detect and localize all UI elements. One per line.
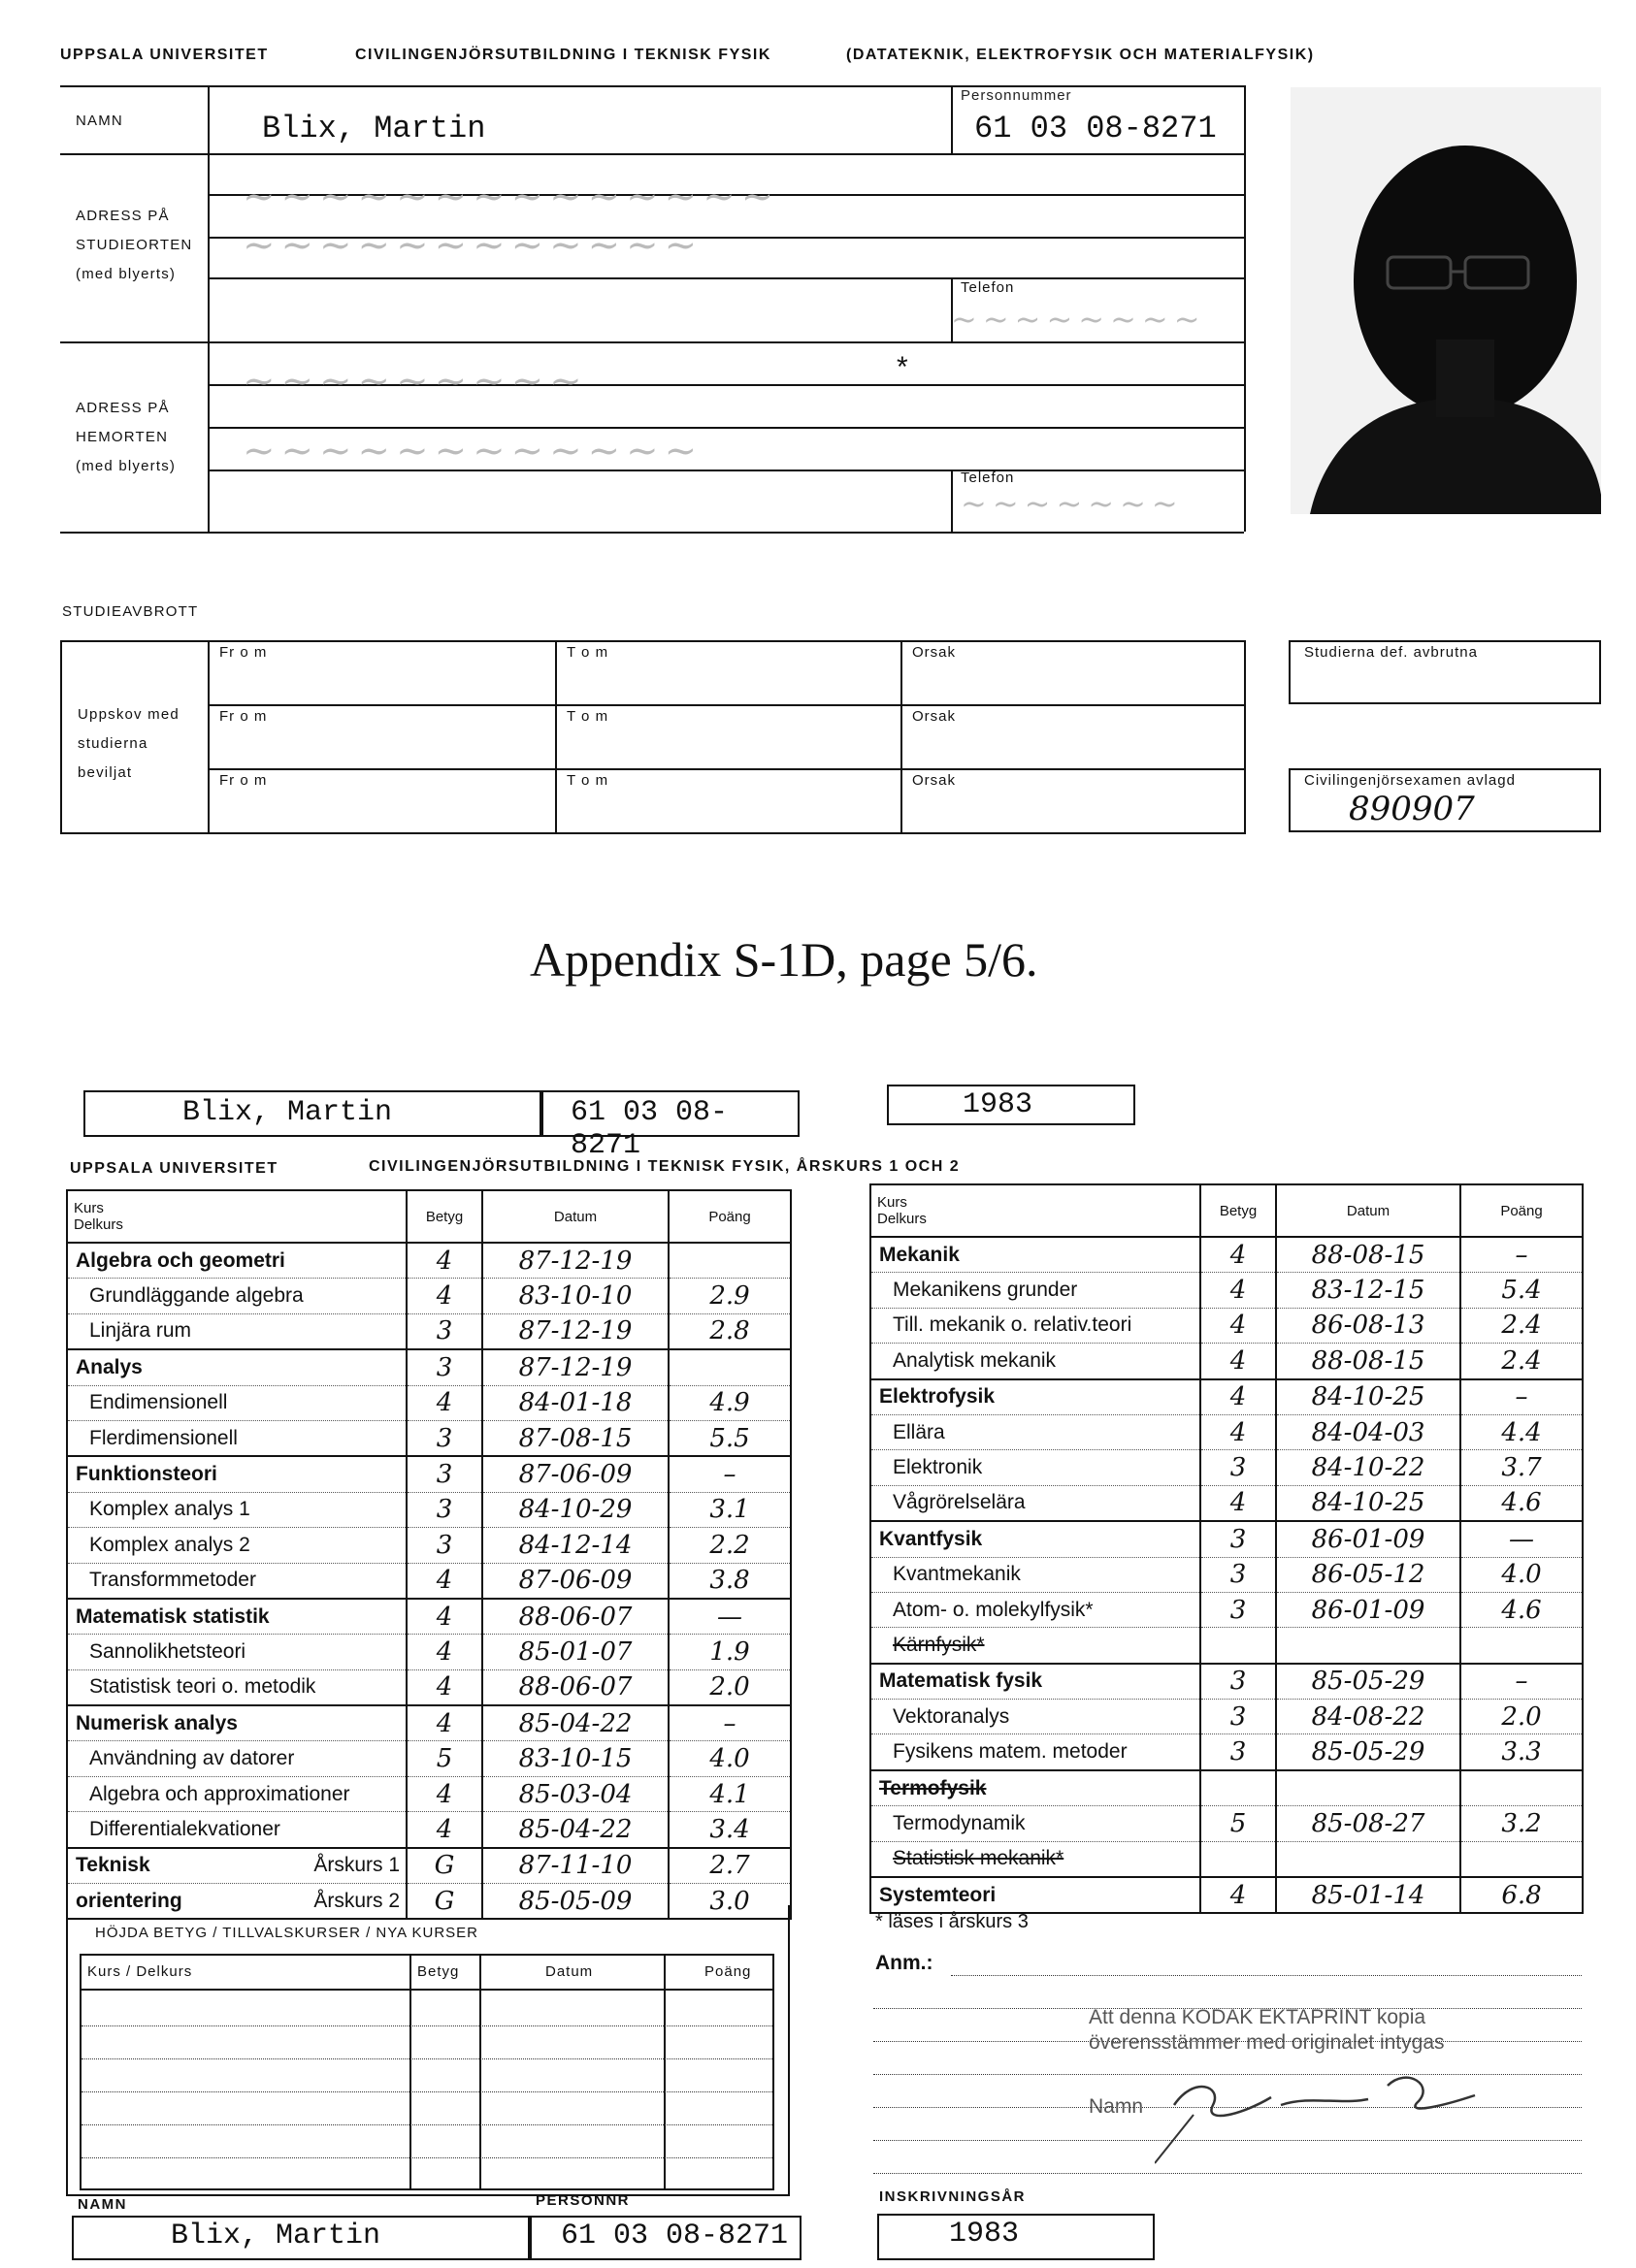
course-points: 3.0 (669, 1884, 791, 1920)
course-grade: 4 (1200, 1379, 1276, 1415)
address-study-scribble: ~~~~~~~~~~~~~~ (243, 175, 780, 219)
right-course-row (870, 1414, 1583, 1449)
course-points: – (1460, 1237, 1583, 1273)
course-grade: 4 (407, 1599, 482, 1635)
course-points: 3.3 (1460, 1734, 1583, 1770)
course-date: 83-10-15 (482, 1741, 669, 1776)
course-name: Fysikens matem. metoder (870, 1734, 1200, 1770)
course-name: Endimensionell (67, 1385, 407, 1420)
right-course-row (870, 1841, 1583, 1877)
course-name: Statistisk mekanik* (870, 1841, 1200, 1877)
course-grade: 4 (1200, 1308, 1276, 1343)
second-year-value: 1983 (963, 1088, 1033, 1121)
course-points: — (1460, 1521, 1583, 1557)
course-points: 4.1 (669, 1776, 791, 1811)
course-date: 88-06-07 (482, 1599, 669, 1635)
right-course-row (870, 1628, 1583, 1664)
left-course-row (67, 1563, 791, 1599)
course-date: 87-08-15 (482, 1420, 669, 1456)
second-personnummer-box (540, 1090, 800, 1162)
course-name: Matematisk statistik (67, 1599, 407, 1635)
right-course-row (870, 1557, 1583, 1592)
course-points (669, 1243, 791, 1279)
extra-col-kurs: Kurs / Delkurs (87, 1963, 193, 1980)
course-name: Systemteori (870, 1877, 1200, 1913)
left-course-row (67, 1776, 791, 1811)
second-university-heading: UPPSALA UNIVERSITET (70, 1160, 278, 1177)
right-course-row (870, 1344, 1583, 1379)
course-points: 3.1 (669, 1492, 791, 1527)
footer-year-label: INSKRIVNINGSÅR (879, 2188, 1027, 2205)
course-points: 4.0 (1460, 1557, 1583, 1592)
course-points: 3.7 (1460, 1450, 1583, 1485)
second-name-box (83, 1090, 543, 1137)
left-course-row (67, 1705, 791, 1741)
course-points: 2.4 (1460, 1344, 1583, 1379)
course-points: 5.4 (1460, 1273, 1583, 1308)
right-grade-table (869, 1183, 1584, 1914)
right-course-row (870, 1379, 1583, 1415)
right-course-row (870, 1273, 1583, 1308)
course-points: 5.5 (669, 1420, 791, 1456)
orsak-label-2: Orsak (912, 708, 957, 725)
course-grade: 3 (1200, 1664, 1276, 1700)
orsak-label-1: Orsak (912, 644, 957, 661)
course-date: 85-01-14 (1276, 1877, 1460, 1913)
course-points: 3.2 (1460, 1806, 1583, 1841)
course-grade: 3 (407, 1456, 482, 1492)
course-name: Termodynamik (870, 1806, 1200, 1841)
studieavbrott-title: STUDIEAVBROTT (62, 603, 199, 620)
course-name: Algebra och geometri (67, 1243, 407, 1279)
left-course-row (67, 1492, 791, 1527)
right-course-row (870, 1237, 1583, 1273)
course-grade: 4 (407, 1812, 482, 1848)
course-name: Analytisk mekanik (870, 1344, 1200, 1379)
footer-name-value: Blix, Martin (171, 2219, 381, 2252)
course-points: – (669, 1705, 791, 1741)
course-grade: 3 (407, 1313, 482, 1349)
course-name: Statistisk teori o. metodik (67, 1669, 407, 1705)
right-course-row (870, 1734, 1583, 1770)
course-date: 85-04-22 (482, 1812, 669, 1848)
address-study-label: ADRESS PÅ STUDIEORTEN (med blyerts) (76, 208, 193, 282)
signature (1155, 2066, 1523, 2173)
personnummer-value: 61 03 08-8271 (974, 111, 1217, 146)
course-grade: 5 (1200, 1806, 1276, 1841)
course-points: 1.9 (669, 1635, 791, 1669)
course-grade: 4 (407, 1635, 482, 1669)
course-name: Linjära rum (67, 1313, 407, 1349)
course-grade: G (407, 1848, 482, 1884)
course-name: Flerdimensionell (67, 1420, 407, 1456)
telefon-scribble-1: ~~~~~~~~ (951, 301, 1206, 338)
course-name: Elektrofysik (870, 1379, 1200, 1415)
course-date: 86-01-09 (1276, 1592, 1460, 1627)
course-date: 85-05-29 (1276, 1734, 1460, 1770)
address-home-scribble-2: ~~~~~~~~~~~~ (243, 429, 703, 473)
course-name: Funktionsteori (67, 1456, 407, 1492)
course-points: — (669, 1599, 791, 1635)
left-course-row (67, 1848, 791, 1884)
course-name: Numerisk analys (67, 1705, 407, 1741)
course-grade: 4 (1200, 1237, 1276, 1273)
course-name: Till. mekanik o. relativ.teori (870, 1308, 1200, 1343)
course-date: 86-05-12 (1276, 1557, 1460, 1592)
course-date: 85-05-29 (1276, 1664, 1460, 1700)
from-label-1: Fr o m (219, 644, 268, 661)
course-points: 2.7 (669, 1848, 791, 1884)
course-date: 83-12-15 (1276, 1273, 1460, 1308)
col-kurs-r: Kurs (877, 1194, 907, 1211)
course-date: 87-06-09 (482, 1563, 669, 1599)
course-grade: 3 (1200, 1592, 1276, 1627)
from-label-3: Fr o m (219, 772, 268, 789)
course-name: Grundläggande algebra (67, 1279, 407, 1313)
course-date: 88-08-15 (1276, 1344, 1460, 1379)
course-points (1460, 1628, 1583, 1664)
course-points: 6.8 (1460, 1877, 1583, 1913)
course-points: 3.4 (669, 1812, 791, 1848)
course-name: Mekanik (870, 1237, 1200, 1273)
course-grade (1200, 1628, 1276, 1664)
course-points: 2.9 (669, 1279, 791, 1313)
def-avbrutna-box (1289, 640, 1601, 704)
course-date: 85-03-04 (482, 1776, 669, 1811)
footer-year-value: 1983 (949, 2218, 1020, 2251)
course-date: 85-01-07 (482, 1635, 669, 1669)
tom-label-3: T o m (567, 772, 609, 789)
right-course-row (870, 1877, 1583, 1913)
col-poang: Poäng (669, 1190, 791, 1243)
course-grade (1200, 1841, 1276, 1877)
course-grade: 3 (1200, 1521, 1276, 1557)
arskurs-label: Årskurs 2 (313, 1889, 400, 1912)
course-points (1460, 1841, 1583, 1877)
course-name: Ellära (870, 1414, 1200, 1449)
col-poang-r: Poäng (1460, 1184, 1583, 1237)
course-points: 2.0 (1460, 1700, 1583, 1734)
course-grade: 3 (407, 1528, 482, 1563)
course-grade: G (407, 1884, 482, 1920)
right-course-row (870, 1308, 1583, 1343)
course-grade: 5 (407, 1741, 482, 1776)
col-delkurs: Delkurs (74, 1216, 123, 1233)
course-points: 4.6 (1460, 1592, 1583, 1627)
course-name: Vektoranalys (870, 1700, 1200, 1734)
course-date: 87-06-09 (482, 1456, 669, 1492)
course-grade: 4 (1200, 1273, 1276, 1308)
course-date: 88-06-07 (482, 1669, 669, 1705)
course-grade: 3 (407, 1420, 482, 1456)
course-name: Termofysik (870, 1770, 1200, 1806)
course-grade: 3 (1200, 1734, 1276, 1770)
telefon-scribble-2: ~~~~~~~ (961, 485, 1184, 522)
col-delkurs-r: Delkurs (877, 1211, 927, 1227)
course-grade: 4 (1200, 1877, 1276, 1913)
footnote: * läses i årskurs 3 (875, 1911, 1029, 1932)
address-home-label: ADRESS PÅ HEMORTEN (med blyerts) (76, 400, 177, 474)
name-value: Blix, Martin (262, 111, 486, 146)
appendix-caption: Appendix S-1D, page 5/6. (530, 932, 1038, 987)
course-date: 84-12-14 (482, 1528, 669, 1563)
left-course-row (67, 1456, 791, 1492)
course-points (1460, 1770, 1583, 1806)
course-name: Algebra och approximationer (67, 1776, 407, 1811)
left-course-row (67, 1349, 791, 1385)
name-label: NAMN (76, 113, 123, 129)
address-study-scribble-2: ~~~~~~~~~~~~ (243, 223, 703, 268)
left-course-row (67, 1669, 791, 1705)
course-points: 2.2 (669, 1528, 791, 1563)
course-points: 4.4 (1460, 1414, 1583, 1449)
uppskov-label: Uppskov med studierna beviljat (78, 706, 180, 781)
course-name: Elektronik (870, 1450, 1200, 1485)
course-date: 84-01-18 (482, 1385, 669, 1420)
course-name: Atom- o. molekylfysik* (870, 1592, 1200, 1627)
course-name: Sannolikhetsteori (67, 1635, 407, 1669)
course-points: 4.6 (1460, 1485, 1583, 1521)
left-course-row (67, 1635, 791, 1669)
course-grade: 3 (407, 1492, 482, 1527)
extra-col-poang: Poäng (704, 1963, 752, 1980)
course-grade: 4 (407, 1705, 482, 1741)
course-points (669, 1349, 791, 1385)
right-course-row (870, 1450, 1583, 1485)
course-name: Användning av datorer (67, 1741, 407, 1776)
second-name-value: Blix, Martin (182, 1096, 393, 1129)
course-grade: 4 (1200, 1485, 1276, 1521)
course-name: Teknisk Årskurs 1 (67, 1848, 407, 1884)
left-course-row (67, 1528, 791, 1563)
anm-label: Anm.: (875, 1952, 933, 1974)
course-date: 85-05-09 (482, 1884, 669, 1920)
stamp-line-2: överensstämmer med originalet intygas (1089, 2031, 1445, 2054)
footer-year-box (877, 2214, 1155, 2260)
course-name: Kvantmekanik (870, 1557, 1200, 1592)
tom-label-1: T o m (567, 644, 609, 661)
course-grade: 3 (1200, 1700, 1276, 1734)
left-course-row (67, 1420, 791, 1456)
left-course-row (67, 1279, 791, 1313)
portrait-photo (1291, 87, 1601, 514)
course-grade (1200, 1770, 1276, 1806)
course-points: 2.4 (1460, 1308, 1583, 1343)
footer-personnr-box (530, 2216, 802, 2260)
course-name: Transformmetoder (67, 1563, 407, 1599)
left-table-header (67, 1190, 791, 1243)
col-betyg: Betyg (407, 1190, 482, 1243)
course-date: 84-10-22 (1276, 1450, 1460, 1485)
course-grade: 4 (407, 1243, 482, 1279)
specialization-heading: (DATATEKNIK, ELEKTROFYSIK OCH MATERIALFYSIK) (846, 47, 1315, 63)
left-course-row (67, 1812, 791, 1848)
col-datum: Datum (482, 1190, 669, 1243)
course-points: 4.9 (669, 1385, 791, 1420)
right-course-row (870, 1770, 1583, 1806)
course-points: 3.8 (669, 1563, 791, 1599)
examen-label: Civilingenjörsexamen avlagd (1304, 772, 1516, 789)
course-date: 87-12-19 (482, 1243, 669, 1279)
course-date: 83-10-10 (482, 1279, 669, 1313)
left-course-row (67, 1243, 791, 1279)
stamp-line-1: Att denna KODAK EKTAPRINT kopia (1089, 2006, 1426, 2028)
right-table-header (870, 1184, 1583, 1237)
second-year-box (887, 1085, 1135, 1125)
right-course-row (870, 1806, 1583, 1841)
course-date: 87-12-19 (482, 1313, 669, 1349)
orsak-label-3: Orsak (912, 772, 957, 789)
course-date: 88-08-15 (1276, 1237, 1460, 1273)
course-date: 84-10-25 (1276, 1485, 1460, 1521)
tom-label-2: T o m (567, 708, 609, 725)
course-grade: 4 (1200, 1414, 1276, 1449)
address-home-scribble: ~~~~~~~~~ (243, 359, 588, 404)
def-avbrutna-label: Studierna def. avbrutna (1304, 644, 1478, 661)
course-name: Komplex analys 2 (67, 1528, 407, 1563)
course-date (1276, 1628, 1460, 1664)
telefon-label-2: Telefon (961, 470, 1015, 486)
course-points: 4.0 (669, 1741, 791, 1776)
course-date (1276, 1770, 1460, 1806)
course-points: 2.8 (669, 1313, 791, 1349)
footer-personnr-label: PERSONNR (536, 2192, 631, 2209)
program-heading: CIVILINGENJÖRSUTBILDNING I TEKNISK FYSIK (355, 47, 771, 63)
course-name: Komplex analys 1 (67, 1492, 407, 1527)
course-grade: 4 (407, 1385, 482, 1420)
left-course-row (67, 1741, 791, 1776)
course-points: – (1460, 1664, 1583, 1700)
extra-col-betyg: Betyg (417, 1963, 460, 1980)
course-grade: 4 (407, 1279, 482, 1313)
footer-name-box (72, 2216, 530, 2260)
course-date: 84-04-03 (1276, 1414, 1460, 1449)
course-date: 87-12-19 (482, 1349, 669, 1385)
left-course-row (67, 1385, 791, 1420)
right-course-row (870, 1664, 1583, 1700)
course-date: 85-08-27 (1276, 1806, 1460, 1841)
footer-name-label: NAMN (78, 2196, 127, 2213)
course-grade: 4 (407, 1563, 482, 1599)
right-course-row (870, 1700, 1583, 1734)
footer-personnr-value: 61 03 08-8271 (561, 2219, 789, 2252)
course-date: 84-10-29 (482, 1492, 669, 1527)
course-date (1276, 1841, 1460, 1877)
course-grade: 3 (407, 1349, 482, 1385)
from-label-2: Fr o m (219, 708, 268, 725)
course-points: – (1460, 1379, 1583, 1415)
right-course-row (870, 1521, 1583, 1557)
course-grade: 3 (1200, 1450, 1276, 1485)
course-name: orientering Årskurs 2 (67, 1884, 407, 1920)
course-name: Kärnfysik* (870, 1628, 1200, 1664)
course-grade: 4 (407, 1776, 482, 1811)
asterisk-mark: * (897, 351, 908, 383)
university-heading: UPPSALA UNIVERSITET (60, 47, 269, 63)
col-betyg-r: Betyg (1200, 1184, 1276, 1237)
course-date: 86-08-13 (1276, 1308, 1460, 1343)
telefon-label-1: Telefon (961, 279, 1015, 296)
course-name: Vågrörelselära (870, 1485, 1200, 1521)
course-grade: 4 (407, 1669, 482, 1705)
col-datum-r: Datum (1276, 1184, 1460, 1237)
col-kurs: Kurs (74, 1200, 104, 1216)
course-name: Mekanikens grunder (870, 1273, 1200, 1308)
personnummer-label: Personnummer (961, 87, 1072, 104)
course-date: 85-04-22 (482, 1705, 669, 1741)
right-course-row (870, 1592, 1583, 1627)
examen-date: 890907 (1349, 790, 1475, 828)
course-points: 2.0 (669, 1669, 791, 1705)
extra-title: HÖJDA BETYG / TILLVALSKURSER / NYA KURSER (95, 1925, 478, 1941)
course-date: 86-01-09 (1276, 1521, 1460, 1557)
course-name: Analys (67, 1349, 407, 1385)
course-name: Matematisk fysik (870, 1664, 1200, 1700)
second-personnummer-value: 61 03 08-8271 (571, 1096, 729, 1162)
course-date: 87-11-10 (482, 1848, 669, 1884)
course-date: 84-08-22 (1276, 1700, 1460, 1734)
course-name: Differentialekvationer (67, 1812, 407, 1848)
course-grade: 3 (1200, 1557, 1276, 1592)
left-grade-table (66, 1189, 792, 1920)
course-name: Kvantfysik (870, 1521, 1200, 1557)
course-points: – (669, 1456, 791, 1492)
stamp-line-3: Namn (1089, 2095, 1144, 2118)
examen-box (1289, 768, 1601, 832)
arskurs-label: Årskurs 1 (313, 1854, 400, 1877)
right-course-row (870, 1485, 1583, 1521)
left-course-row (67, 1599, 791, 1635)
course-grade: 4 (1200, 1344, 1276, 1379)
left-course-row (67, 1313, 791, 1349)
extra-col-datum: Datum (545, 1963, 594, 1980)
second-program-heading: CIVILINGENJÖRSUTBILDNING I TEKNISK FYSIK, ÅRSKURS 1 OCH 2 (369, 1158, 961, 1175)
course-date: 84-10-25 (1276, 1379, 1460, 1415)
